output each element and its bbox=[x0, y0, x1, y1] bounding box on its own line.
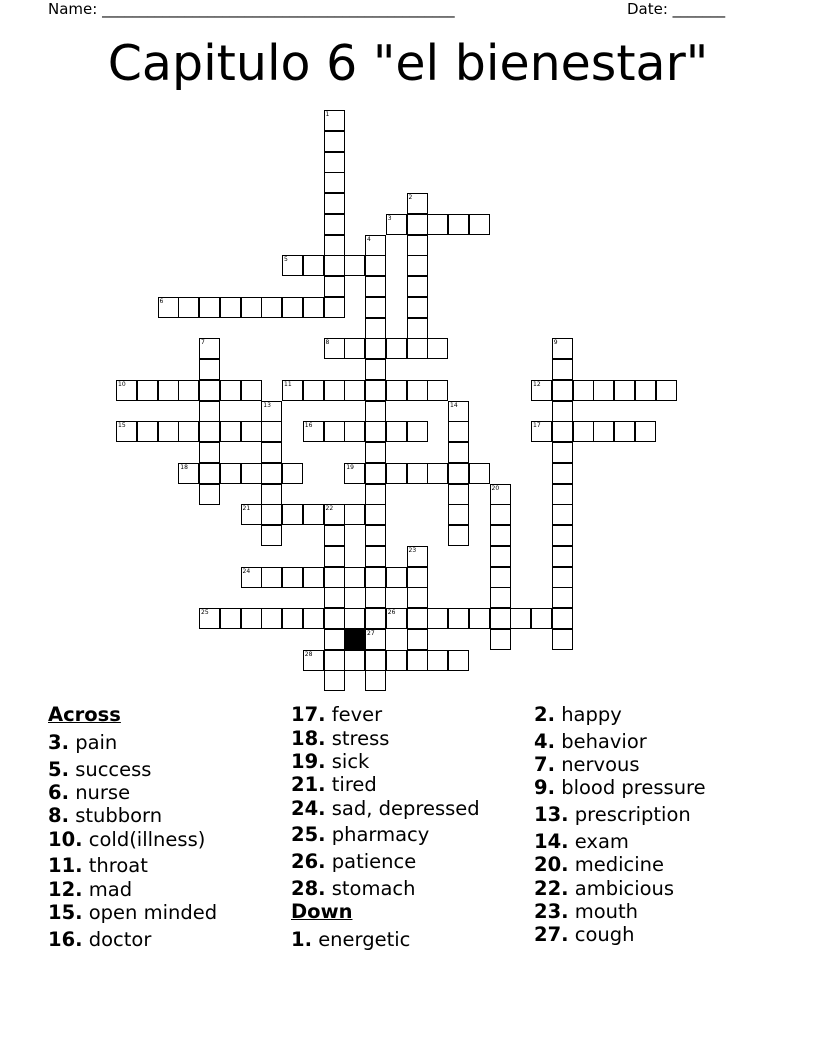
grid-cell[interactable] bbox=[344, 421, 365, 442]
grid-cell[interactable] bbox=[199, 401, 220, 422]
grid-cell[interactable] bbox=[220, 608, 241, 629]
grid-cell[interactable] bbox=[324, 587, 345, 608]
grid-cell[interactable] bbox=[178, 297, 199, 318]
grid-cell[interactable] bbox=[386, 567, 407, 588]
date-field[interactable]: Date: _______ bbox=[627, 0, 726, 18]
grid-cell[interactable] bbox=[303, 650, 324, 671]
across-heading: Across bbox=[48, 703, 121, 726]
grid-cell[interactable] bbox=[241, 297, 262, 318]
grid-cell[interactable] bbox=[137, 421, 158, 442]
grid-cell[interactable] bbox=[552, 608, 573, 629]
grid-cell[interactable] bbox=[199, 421, 220, 442]
grid-cell[interactable] bbox=[365, 650, 386, 671]
clue-across-12: 12. mad bbox=[48, 878, 133, 901]
grid-cell[interactable] bbox=[448, 608, 469, 629]
grid-cell[interactable] bbox=[303, 421, 324, 442]
grid-cell[interactable] bbox=[241, 380, 262, 401]
grid-cell[interactable] bbox=[282, 297, 303, 318]
grid-cell[interactable] bbox=[261, 525, 282, 546]
grid-cell[interactable] bbox=[178, 380, 199, 401]
grid-cell[interactable] bbox=[220, 463, 241, 484]
grid-cell[interactable] bbox=[178, 421, 199, 442]
grid-cell[interactable] bbox=[593, 380, 614, 401]
grid-cell[interactable] bbox=[531, 421, 552, 442]
grid-cell[interactable] bbox=[303, 297, 324, 318]
grid-cell[interactable] bbox=[324, 629, 345, 650]
clue-number: 4 bbox=[367, 235, 371, 243]
grid-cell[interactable] bbox=[303, 608, 324, 629]
clue-across-24: 24. sad, depressed bbox=[291, 797, 480, 820]
grid-cell[interactable] bbox=[552, 421, 573, 442]
grid-cell[interactable] bbox=[552, 380, 573, 401]
grid-cell[interactable] bbox=[427, 650, 448, 671]
grid-cell[interactable] bbox=[552, 463, 573, 484]
grid-cell[interactable] bbox=[324, 276, 345, 297]
clue-column-3 bbox=[534, 703, 774, 963]
grid-cell[interactable] bbox=[552, 546, 573, 567]
grid-cell[interactable] bbox=[365, 525, 386, 546]
grid-cell[interactable] bbox=[407, 297, 428, 318]
grid-cell[interactable] bbox=[220, 297, 241, 318]
grid-cell[interactable] bbox=[386, 380, 407, 401]
grid-cell[interactable] bbox=[407, 546, 428, 567]
grid-cell[interactable] bbox=[386, 338, 407, 359]
grid-cell[interactable] bbox=[324, 421, 345, 442]
grid-cell[interactable] bbox=[427, 338, 448, 359]
clue-number: 24 bbox=[242, 567, 251, 575]
grid-cell[interactable] bbox=[407, 318, 428, 339]
grid-cell[interactable] bbox=[552, 484, 573, 505]
grid-cell[interactable] bbox=[261, 421, 282, 442]
grid-cell[interactable] bbox=[365, 484, 386, 505]
clue-number: 11 bbox=[284, 380, 292, 388]
grid-cell[interactable] bbox=[490, 546, 511, 567]
grid-cell[interactable] bbox=[324, 608, 345, 629]
grid-cell[interactable] bbox=[365, 546, 386, 567]
grid-cell[interactable] bbox=[365, 401, 386, 422]
grid-cell[interactable] bbox=[386, 214, 407, 235]
grid-cell[interactable] bbox=[573, 421, 594, 442]
clue-number: 26 bbox=[387, 609, 396, 616]
grid-cell[interactable] bbox=[241, 463, 262, 484]
grid-cell[interactable] bbox=[261, 401, 282, 422]
clue-across-6: 6. nurse bbox=[48, 781, 131, 804]
grid-cell[interactable] bbox=[552, 629, 573, 650]
grid-cell[interactable] bbox=[344, 504, 365, 525]
grid-cell[interactable] bbox=[303, 380, 324, 401]
grid-cell[interactable] bbox=[158, 297, 179, 318]
grid-cell[interactable] bbox=[469, 608, 490, 629]
grid-cell[interactable] bbox=[324, 567, 345, 588]
grid-cell[interactable] bbox=[282, 567, 303, 588]
grid-cell[interactable] bbox=[324, 214, 345, 235]
grid-cell[interactable] bbox=[531, 380, 552, 401]
clue-down-13: 13. prescription bbox=[534, 803, 691, 826]
grid-cell[interactable] bbox=[344, 463, 365, 484]
grid-cell[interactable] bbox=[199, 484, 220, 505]
grid-cell[interactable] bbox=[635, 380, 656, 401]
grid-cell[interactable] bbox=[282, 255, 303, 276]
grid-cell[interactable] bbox=[344, 567, 365, 588]
grid-cell[interactable] bbox=[365, 629, 386, 650]
grid-cell[interactable] bbox=[407, 193, 428, 214]
grid-cell[interactable] bbox=[386, 463, 407, 484]
clue-across-28: 28. stomach bbox=[291, 877, 416, 900]
clue-down-20: 20. medicine bbox=[534, 853, 665, 876]
grid-cell[interactable] bbox=[324, 504, 345, 525]
clue-across-3: 3. pain bbox=[48, 731, 118, 754]
grid-cell[interactable] bbox=[448, 504, 469, 525]
grid-cell[interactable] bbox=[407, 380, 428, 401]
grid-cell[interactable] bbox=[137, 380, 158, 401]
clue-across-5: 5. success bbox=[48, 758, 152, 781]
grid-cell[interactable] bbox=[490, 525, 511, 546]
clue-number: 20 bbox=[491, 484, 500, 492]
grid-cell[interactable] bbox=[407, 608, 428, 629]
grid-cell[interactable] bbox=[552, 338, 573, 359]
grid-cell[interactable] bbox=[365, 670, 386, 691]
grid-cell[interactable] bbox=[448, 421, 469, 442]
clue-number: 28 bbox=[304, 650, 313, 658]
clue-number: 5 bbox=[284, 256, 288, 264]
grid-cell[interactable] bbox=[324, 255, 345, 276]
clue-across-19: 19. sick bbox=[291, 750, 370, 773]
grid-cell[interactable] bbox=[635, 421, 656, 442]
clue-number: 13 bbox=[263, 401, 271, 409]
grid-cell[interactable] bbox=[365, 380, 386, 401]
grid-cell[interactable] bbox=[199, 463, 220, 484]
grid-cell[interactable] bbox=[199, 608, 220, 629]
grid-cell[interactable] bbox=[407, 650, 428, 671]
clue-down-7: 7. nervous bbox=[534, 753, 640, 776]
grid-cell[interactable] bbox=[324, 172, 345, 193]
grid-cell[interactable] bbox=[324, 110, 345, 131]
clue-across-8: 8. stubborn bbox=[48, 804, 163, 827]
grid-cell[interactable] bbox=[427, 608, 448, 629]
grid-cell[interactable] bbox=[552, 504, 573, 525]
grid-cell[interactable] bbox=[448, 463, 469, 484]
grid-cell[interactable] bbox=[614, 380, 635, 401]
clue-across-17: 17. fever bbox=[291, 703, 383, 726]
grid-cell[interactable] bbox=[407, 587, 428, 608]
grid-cell[interactable] bbox=[510, 608, 531, 629]
clue-number: 8 bbox=[325, 339, 330, 347]
grid-cell[interactable] bbox=[199, 442, 220, 463]
grid-cell[interactable] bbox=[241, 504, 262, 525]
grid-cell[interactable] bbox=[365, 338, 386, 359]
grid-cell[interactable] bbox=[448, 214, 469, 235]
grid-cell[interactable] bbox=[407, 463, 428, 484]
grid-cell[interactable] bbox=[158, 421, 179, 442]
grid-cell[interactable] bbox=[386, 650, 407, 671]
grid-cell[interactable] bbox=[365, 608, 386, 629]
clue-down-14: 14. exam bbox=[534, 830, 629, 853]
grid-cell[interactable] bbox=[552, 587, 573, 608]
grid-cell[interactable] bbox=[178, 463, 199, 484]
grid-cell[interactable] bbox=[386, 421, 407, 442]
grid-cell[interactable] bbox=[365, 504, 386, 525]
grid-cell[interactable] bbox=[261, 484, 282, 505]
grid-cell[interactable] bbox=[365, 276, 386, 297]
grid-cell[interactable] bbox=[282, 504, 303, 525]
grid-cell[interactable] bbox=[261, 608, 282, 629]
grid-cell[interactable] bbox=[552, 525, 573, 546]
grid-cell[interactable] bbox=[407, 567, 428, 588]
clue-number: 10 bbox=[118, 380, 126, 388]
grid-cell[interactable] bbox=[303, 255, 324, 276]
clue-number: 17 bbox=[533, 422, 541, 430]
grid-cell[interactable] bbox=[365, 359, 386, 380]
grid-cell[interactable] bbox=[282, 608, 303, 629]
grid-cell[interactable] bbox=[469, 214, 490, 235]
grid-cell[interactable] bbox=[365, 587, 386, 608]
clue-number: 1 bbox=[325, 111, 330, 118]
grid-cell[interactable] bbox=[199, 338, 220, 359]
grid-cell[interactable] bbox=[158, 380, 179, 401]
grid-cell[interactable] bbox=[407, 214, 428, 235]
grid-cell[interactable] bbox=[324, 650, 345, 671]
clue-number: 12 bbox=[533, 380, 541, 388]
grid-cell[interactable] bbox=[324, 546, 345, 567]
grid-cell[interactable] bbox=[344, 380, 365, 401]
page-title: Capitulo 6 "el bienestar" bbox=[107, 35, 709, 92]
grid-cell[interactable] bbox=[490, 629, 511, 650]
grid-cell[interactable] bbox=[241, 567, 262, 588]
grid-cell[interactable] bbox=[573, 380, 594, 401]
clue-number: 18 bbox=[180, 463, 188, 471]
grid-cell[interactable] bbox=[324, 338, 345, 359]
grid-cell[interactable] bbox=[407, 276, 428, 297]
clue-down-22: 22. ambicious bbox=[534, 877, 675, 900]
grid-cell[interactable] bbox=[220, 421, 241, 442]
grid-cell[interactable] bbox=[365, 235, 386, 256]
grid-cell[interactable] bbox=[344, 650, 365, 671]
grid-cell[interactable] bbox=[552, 359, 573, 380]
grid-cell[interactable] bbox=[324, 131, 345, 152]
grid-cell[interactable] bbox=[324, 670, 345, 691]
grid-cell[interactable] bbox=[448, 525, 469, 546]
grid-cell[interactable] bbox=[365, 567, 386, 588]
grid-cell[interactable] bbox=[199, 359, 220, 380]
grid-cell[interactable] bbox=[344, 608, 365, 629]
grid-cell[interactable] bbox=[552, 401, 573, 422]
clue-number: 22 bbox=[325, 505, 334, 513]
grid-cell[interactable] bbox=[552, 442, 573, 463]
grid-cell[interactable] bbox=[490, 587, 511, 608]
clue-number: 16 bbox=[304, 422, 313, 430]
clue-number: 19 bbox=[346, 463, 354, 471]
grid-cell[interactable] bbox=[344, 338, 365, 359]
grid-cell[interactable] bbox=[324, 380, 345, 401]
grid-cell[interactable] bbox=[407, 421, 428, 442]
grid-cell[interactable] bbox=[365, 442, 386, 463]
grid-cell[interactable] bbox=[324, 297, 345, 318]
clue-across-21: 21. tired bbox=[291, 773, 377, 796]
grid-cell[interactable] bbox=[469, 463, 490, 484]
grid-cell[interactable] bbox=[490, 484, 511, 505]
grid-cell[interactable] bbox=[365, 255, 386, 276]
grid-cell[interactable] bbox=[116, 421, 137, 442]
grid-cell[interactable] bbox=[448, 650, 469, 671]
grid-cell[interactable] bbox=[427, 380, 448, 401]
grid-cell[interactable] bbox=[407, 235, 428, 256]
grid-cell[interactable] bbox=[261, 567, 282, 588]
grid-cell[interactable] bbox=[656, 380, 677, 401]
grid-cell[interactable] bbox=[448, 484, 469, 505]
grid-cell[interactable] bbox=[282, 380, 303, 401]
grid-cell[interactable] bbox=[407, 255, 428, 276]
clue-column-1 bbox=[48, 703, 288, 963]
grid-cell[interactable] bbox=[365, 318, 386, 339]
grid-cell[interactable] bbox=[324, 152, 345, 173]
clue-down-4: 4. behavior bbox=[534, 730, 647, 753]
clue-number: 2 bbox=[408, 194, 413, 201]
grid-cell[interactable] bbox=[303, 567, 324, 588]
grid-cell[interactable] bbox=[490, 504, 511, 525]
grid-cell[interactable] bbox=[386, 608, 407, 629]
grid-cell[interactable] bbox=[365, 463, 386, 484]
clue-across-16: 16. doctor bbox=[48, 928, 152, 951]
clue-across-26: 26. patience bbox=[291, 850, 417, 873]
grid-cell[interactable] bbox=[261, 442, 282, 463]
grid-cell[interactable] bbox=[490, 608, 511, 629]
grid-block bbox=[344, 629, 365, 650]
grid-cell[interactable] bbox=[490, 567, 511, 588]
clue-number: 27 bbox=[367, 629, 375, 637]
grid-cell[interactable] bbox=[448, 442, 469, 463]
grid-cell[interactable] bbox=[199, 380, 220, 401]
grid-cell[interactable] bbox=[199, 297, 220, 318]
grid-cell[interactable] bbox=[407, 629, 428, 650]
grid-cell[interactable] bbox=[261, 463, 282, 484]
clue-down-23: 23. mouth bbox=[534, 900, 639, 923]
grid-cell[interactable] bbox=[261, 504, 282, 525]
grid-cell[interactable] bbox=[324, 235, 345, 256]
clue-down-2: 2. happy bbox=[534, 703, 622, 726]
grid-cell[interactable] bbox=[448, 401, 469, 422]
grid-cell[interactable] bbox=[220, 380, 241, 401]
clue-number: 3 bbox=[387, 214, 392, 222]
clue-across-18: 18. stress bbox=[291, 727, 390, 750]
clue-number: 7 bbox=[201, 339, 205, 347]
grid-cell[interactable] bbox=[324, 193, 345, 214]
clue-across-15: 15. open minded bbox=[48, 901, 218, 924]
grid-cell[interactable] bbox=[365, 297, 386, 318]
clue-number: 14 bbox=[450, 401, 458, 409]
clue-number: 9 bbox=[553, 339, 558, 347]
grid-cell[interactable] bbox=[593, 421, 614, 442]
name-field[interactable]: Name: _______________________________________________ bbox=[48, 0, 455, 18]
grid-cell[interactable] bbox=[407, 338, 428, 359]
grid-cell[interactable] bbox=[241, 608, 262, 629]
grid-cell[interactable] bbox=[324, 525, 345, 546]
clue-down-9: 9. blood pressure bbox=[534, 776, 706, 799]
grid-cell[interactable] bbox=[427, 214, 448, 235]
grid-cell[interactable] bbox=[365, 421, 386, 442]
clue-number: 25 bbox=[201, 609, 209, 616]
clue-across-11: 11. throat bbox=[48, 854, 148, 877]
grid-cell[interactable] bbox=[344, 255, 365, 276]
clue-number: 21 bbox=[242, 505, 251, 513]
grid-cell[interactable] bbox=[531, 608, 552, 629]
clue-number: 6 bbox=[159, 297, 164, 305]
grid-cell[interactable] bbox=[427, 463, 448, 484]
clue-across-25: 25. pharmacy bbox=[291, 823, 430, 846]
grid-cell[interactable] bbox=[116, 380, 137, 401]
grid-cell[interactable] bbox=[282, 463, 303, 484]
grid-cell[interactable] bbox=[614, 421, 635, 442]
clue-across-10: 10. cold(illness) bbox=[48, 828, 206, 851]
clue-down-1: 1. energetic bbox=[291, 928, 411, 951]
clue-down-27: 27. cough bbox=[534, 923, 635, 946]
grid-cell[interactable] bbox=[552, 567, 573, 588]
clue-number: 15 bbox=[118, 422, 126, 430]
clue-column-2 bbox=[291, 703, 531, 963]
clue-number: 23 bbox=[408, 546, 417, 554]
grid-cell[interactable] bbox=[303, 504, 324, 525]
grid-cell[interactable] bbox=[241, 421, 262, 442]
grid-cell[interactable] bbox=[261, 297, 282, 318]
down-heading: Down bbox=[291, 900, 353, 923]
